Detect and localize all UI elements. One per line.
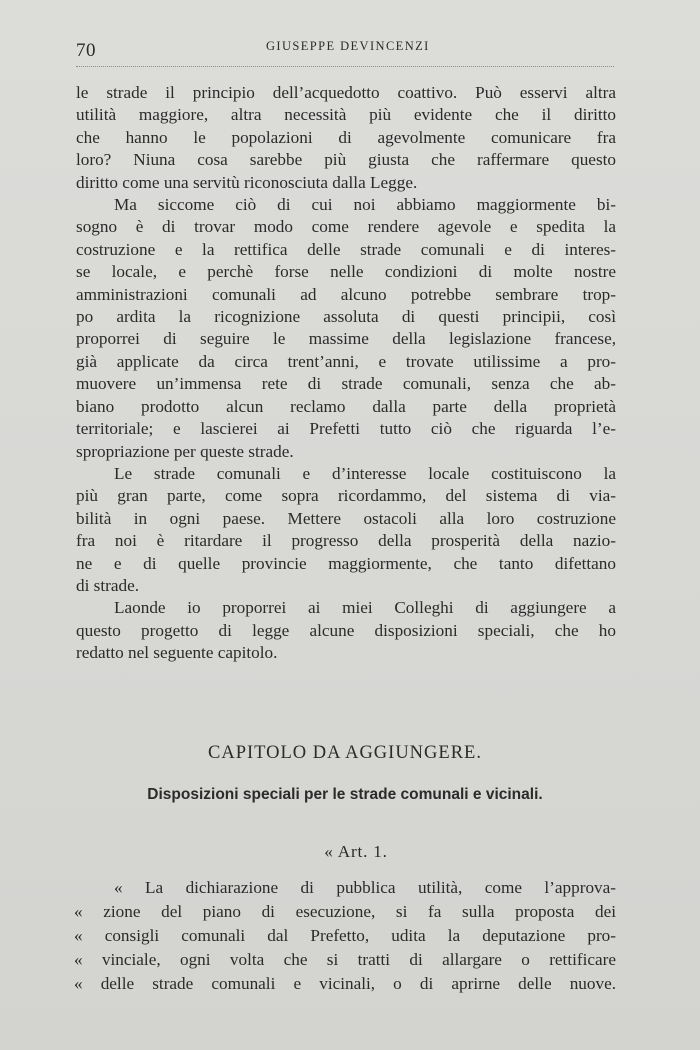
text-line: territoriale; e lascierei ai Prefetti tutto ciò che riguarda l’e- — [76, 419, 616, 439]
running-head — [76, 36, 614, 66]
text-line: muovere un’immensa rete di strade comunali, senza che ab- — [76, 374, 616, 394]
text-line: già applicate da circa trent’anni, e trovate utilissime a pro- — [76, 351, 616, 371]
article-line: « consigli comunali dal Prefetto, udita la deputazione pro- — [74, 926, 616, 945]
text-line: più gran parte, come sopra ricordammo, del sistema di via- — [76, 486, 616, 506]
paragraph-4 — [76, 597, 616, 664]
running-title: GIUSEPPE DEVINCENZI — [266, 39, 430, 53]
paragraph-1 — [76, 82, 616, 194]
header-dotted-rule — [76, 66, 614, 67]
article-line: « zione del piano di esecuzione, si fa sulla proposta dei — [74, 902, 616, 921]
text-line: questo progetto di legge alcune disposizioni speciali, che ho — [76, 620, 616, 640]
text-line: Ma siccome ciò di cui noi abbiamo maggiormente bi- — [114, 195, 616, 215]
article-line: « delle strade comunali e vicinali, o di aprirne delle nuove. — [74, 974, 616, 993]
article-text — [74, 876, 616, 996]
chapter-title: CAPITOLO DA AGGIUNGERE. — [208, 743, 482, 763]
article-line: « vinciale, ogni volta che si tratti di allargare o rettificare — [74, 950, 616, 969]
text-line: diritto come una servitù riconosciuta dalla Legge. — [76, 172, 418, 192]
text-line: di strade. — [76, 575, 140, 595]
article-title: « Art. 1. — [324, 842, 388, 861]
text-line: ne e di quelle provincie maggiormente, che tanto difettano — [76, 553, 616, 573]
page-number: 70 — [76, 40, 96, 61]
body-text — [76, 82, 616, 665]
paragraph-2 — [76, 194, 616, 463]
text-line: proporrei di seguire le massime della legislazione francese, — [76, 329, 616, 349]
text-line: che hanno le popolazioni di agevolmente comunicare fra — [76, 127, 616, 147]
text-line: le strade il principio dell’acquedotto coattivo. Può esservi altra — [76, 83, 616, 102]
text-line: spropriazione per queste strade. — [76, 441, 294, 461]
text-line: redatto nel seguente capitolo. — [76, 643, 278, 663]
text-line: po ardita la ricognizione assoluta di questi principii, così — [76, 307, 616, 327]
paragraph-3 — [76, 463, 616, 597]
text-line: amministrazioni comunali ad alcuno potrebbe sembrare trop- — [76, 284, 616, 304]
text-line: Le strade comunali e d’interesse locale costituiscono la — [114, 463, 616, 483]
article-line: « La dichiarazione di pubblica utilità, come l’approva- — [114, 878, 616, 897]
text-line: Laonde io proporrei ai miei Colleghi di aggiungere a — [114, 598, 616, 618]
text-line: biano prodotto alcun reclamo dalla parte della proprietà — [76, 396, 616, 416]
text-line: se locale, e perchè forse nelle condizioni di molte nostre — [76, 262, 616, 282]
text-line: sogno è di trovar modo come rendere agevole e spedita la — [76, 217, 616, 237]
text-line: loro? Niuna cosa sarebbe più giusta che raffermare questo — [76, 150, 616, 170]
text-line: costruzione e la rettifica delle strade comunali e di interes- — [76, 239, 616, 259]
text-line: bilità in ogni paese. Mettere ostacoli alla loro costruzione — [76, 508, 616, 528]
chapter-subtitle: Disposizioni speciali per le strade comunali e vicinali. — [147, 786, 543, 803]
text-line: utilità maggiore, altra necessità più evidente che il diritto — [76, 105, 616, 125]
text-line: fra noi è ritardare il progresso della prosperità della nazio- — [76, 531, 616, 551]
